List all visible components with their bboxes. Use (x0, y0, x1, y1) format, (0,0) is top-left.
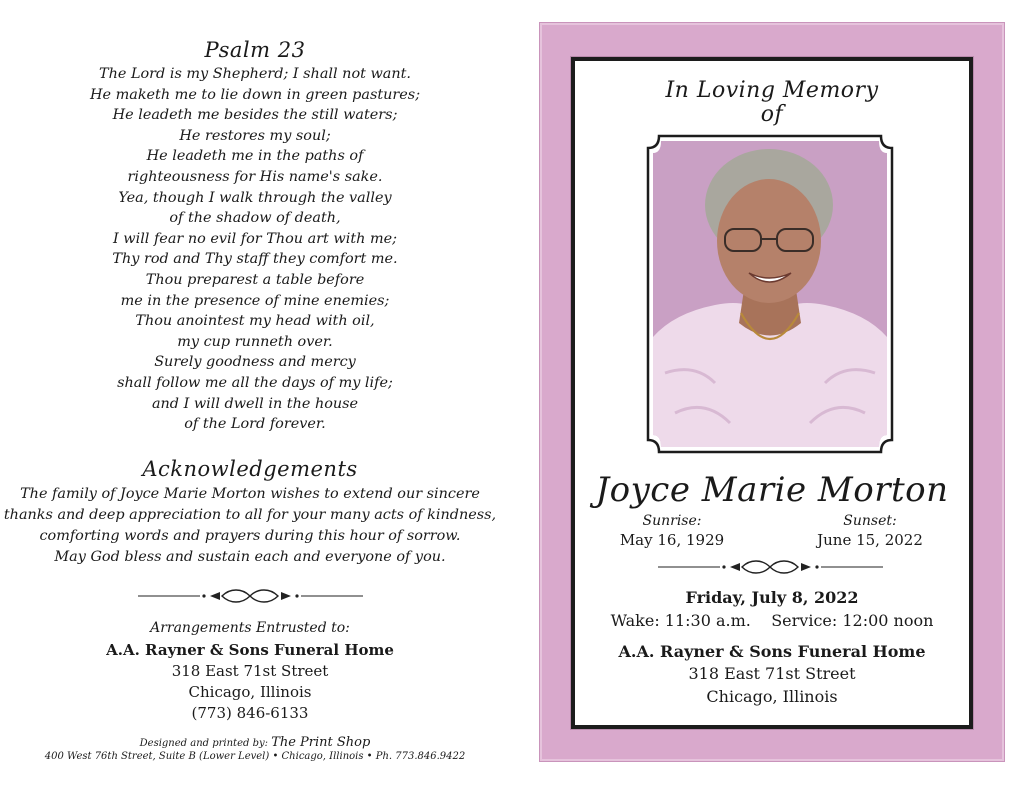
psalm-line: I will fear no evil for Thou art with me; (113, 230, 397, 247)
acknowledgement-line: comforting words and prayers during this hour of sorrow. (39, 528, 461, 544)
arrangements-home: A.A. Rayner & Sons Funeral Home (106, 641, 394, 659)
acknowledgements-text (0, 484, 500, 568)
arrangements-street: 318 East 71st Street (171, 662, 329, 680)
psalm-line: The Lord is my Shepherd; I shall not want. (99, 66, 411, 82)
of-line: of (760, 102, 784, 127)
service-date: Friday, July 8, 2022 (685, 588, 859, 607)
service-times (575, 611, 969, 630)
left-panel (0, 0, 510, 791)
acknowledgement-line: The family of Joyce Marie Morton wishes to extend our sincere (20, 486, 480, 502)
flourish-divider-right (658, 557, 883, 577)
sunrise-date: May 16, 1929 (619, 531, 725, 549)
printer-credit (0, 735, 510, 750)
service-time: Service: 12:00 noon (771, 611, 934, 630)
psalm-title: Psalm 23 (204, 38, 306, 62)
arrangements-phone: (773) 846-6133 (191, 704, 309, 722)
cover-street: 318 East 71st Street (688, 664, 856, 683)
flourish-divider-left (138, 586, 363, 606)
psalm-line: shall follow me all the days of my life; (117, 374, 393, 391)
acknowledgement-line: thanks and deep appreciation to all for your many acts of kindness, (3, 507, 497, 523)
printer-address: 400 West 76th Street, Suite B (Lower Level) • Chicago, Illinois • Ph. 773.846.9422 (44, 751, 466, 762)
in-loving-memory-line: In Loving Memory (665, 78, 879, 103)
acknowledgement-line: May God bless and sustain each and everyone of you. (54, 549, 446, 565)
deceased-name: Joyce Marie Morton (595, 470, 949, 510)
psalm-line: Surely goodness and mercy (154, 354, 356, 371)
psalm-line: of the shadow of death, (169, 210, 341, 227)
sunset-label: Sunset: (843, 513, 897, 529)
psalm-line: Yea, though I walk through the valley (118, 189, 392, 206)
psalm-line: Thou anointest my head with oil, (135, 313, 375, 330)
psalm-line: of the Lord forever. (184, 416, 326, 433)
psalm-line: and I will dwell in the house (151, 395, 359, 412)
psalm-text (0, 64, 510, 435)
psalm-line: Thou preparest a table before (145, 271, 365, 288)
sunrise-label: Sunrise: (642, 513, 702, 529)
psalm-line: He maketh me to lie down in green pastures; (89, 86, 421, 103)
psalm-line: me in the presence of mine enemies; (120, 292, 390, 309)
cover-city: Chicago, Illinois (706, 687, 838, 706)
wake-time: Wake: 11:30 a.m. (610, 611, 751, 630)
psalm-line: He leadeth me besides the still waters; (112, 107, 398, 124)
psalm-line: He restores my soul; (179, 127, 331, 144)
psalm-line: He leadeth me in the paths of (146, 148, 364, 165)
arrangements-city: Chicago, Illinois (188, 683, 312, 701)
psalm-line: Thy rod and Thy staff they comfort me. (112, 251, 398, 268)
psalm-line: righteousness for His name's sake. (127, 168, 383, 185)
portrait-photo (645, 133, 895, 455)
psalm-line: my cup runneth over. (177, 333, 333, 350)
acknowledgements-title: Acknowledgements (142, 457, 358, 481)
sunset-date: June 15, 2022 (817, 531, 923, 549)
cover-funeral-home: A.A. Rayner & Sons Funeral Home (618, 642, 926, 661)
credit-prefix: Designed and printed by: (139, 738, 268, 749)
arrangements-intro: Arrangements Entrusted to: (150, 620, 350, 636)
credit-shop: The Print Shop (271, 735, 371, 750)
